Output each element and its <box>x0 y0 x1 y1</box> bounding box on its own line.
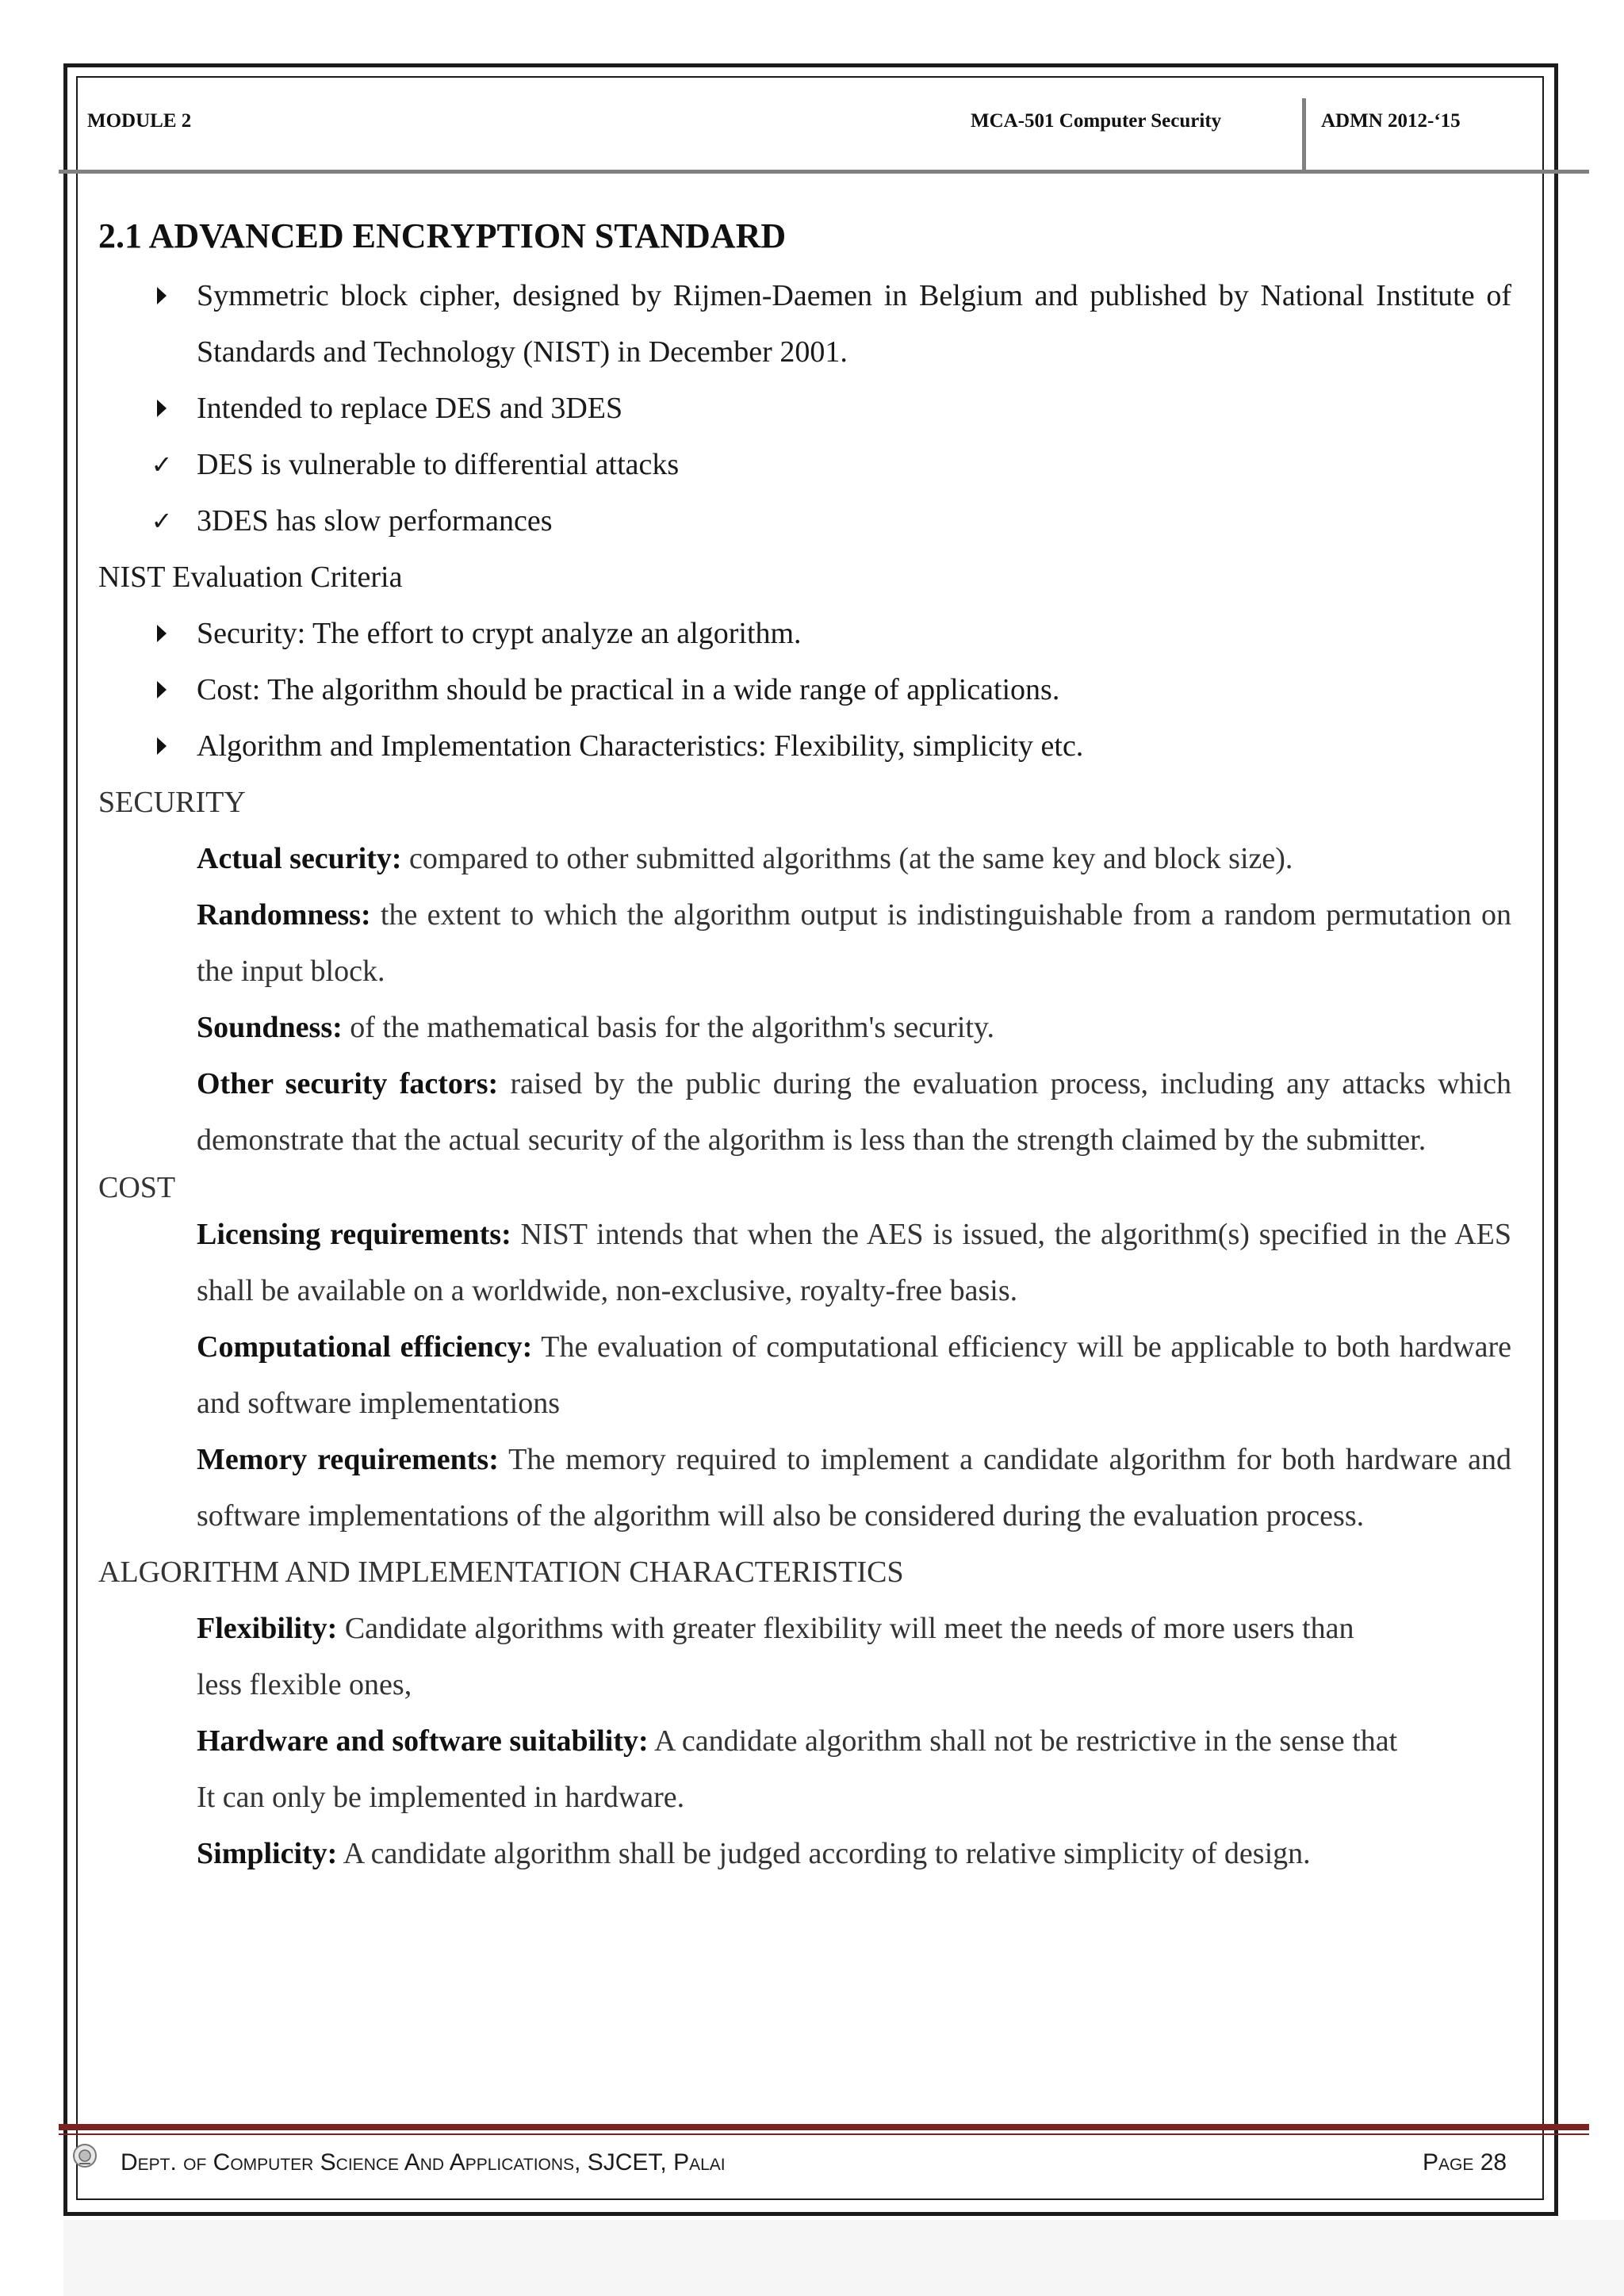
check-item <box>98 437 1511 493</box>
section-heading-security: SECURITY <box>98 786 246 819</box>
triangle-bullet-icon <box>146 381 178 437</box>
definition-item <box>98 1713 1511 1826</box>
footer-page-number: Page 28 <box>1423 2149 1507 2175</box>
bullet-item <box>98 381 1511 437</box>
criteria-heading: NIST Evaluation Criteria <box>98 561 403 594</box>
triangle-bullet-icon <box>146 606 178 662</box>
definition-text-continued: less flexible ones, <box>197 1668 412 1701</box>
bullet-text: Symmetric block cipher, designed by Rijmen-Daemen in Belgium and published by National Institute of Standards and Technology (NIST) in December 2001. <box>197 279 1511 369</box>
triangle-bullet-icon <box>146 718 178 775</box>
header-divider <box>1302 98 1306 171</box>
check-icon: ✓ <box>151 506 173 536</box>
definition-text: of the mathematical basis for the algorithm's security. <box>342 1011 994 1044</box>
definition-item <box>98 1826 1511 1882</box>
definition-item <box>98 831 1511 887</box>
page-title: 2.1 ADVANCED ENCRYPTION STANDARD <box>98 216 787 255</box>
definition-term: Soundness: <box>197 1011 343 1044</box>
footer-rule-thin <box>59 2133 1589 2135</box>
definition-text: Candidate algorithms with greater flexibility will meet the needs of more users than <box>337 1612 1354 1645</box>
definition-text-continued: It can only be implemented in hardware. <box>197 1781 685 1814</box>
definition-term: Other security factors: <box>197 1067 499 1100</box>
footer-rule <box>59 2124 1589 2130</box>
definition-term: Actual security: <box>197 842 402 875</box>
header-course: MCA-501 Computer Security <box>971 110 1222 132</box>
bullet-item <box>98 268 1511 381</box>
definition-item <box>98 1601 1511 1713</box>
definition-text: The memory required to implement a candidate algorithm for both hardware and software implementations of the algorithm will also be considered during the evaluation process. <box>197 1443 1512 1533</box>
definition-item <box>98 1432 1511 1544</box>
header-admission: ADMN 2012-‘15 <box>1321 110 1461 132</box>
criteria-text: Security: The effort to crypt analyze an algorithm. <box>197 617 802 650</box>
section-heading-characteristics: ALGORITHM AND IMPLEMENTATION CHARACTERISTICS <box>98 1556 904 1589</box>
definition-text: compared to other submitted algorithms (at the same key and block size). <box>401 842 1293 875</box>
definition-text: raised by the public during the evaluation process, including any attacks which demonstrate that the actual security of the algorithm is less than the strength claimed by the submitter. <box>197 1067 1512 1157</box>
check-icon: ✓ <box>151 450 173 480</box>
definition-term: Flexibility: <box>197 1612 338 1645</box>
definition-item <box>98 1319 1511 1432</box>
criteria-item <box>98 662 1511 718</box>
criteria-item <box>98 606 1511 662</box>
definition-term: Computational efficiency: <box>197 1330 533 1364</box>
definition-term: Hardware and software suitability: <box>197 1724 649 1758</box>
definition-item <box>98 1000 1511 1056</box>
bullet-text: Intended to replace DES and 3DES <box>197 392 623 425</box>
page-bottom-background <box>63 2220 1624 2296</box>
footer-department: Dept. of Computer Science And Applications, SJCET, Palai <box>121 2149 726 2175</box>
criteria-text: Cost: The algorithm should be practical in a wide range of applications. <box>197 673 1060 706</box>
definition-term: Randomness: <box>197 898 371 932</box>
definition-term: Simplicity: <box>197 1837 338 1870</box>
definition-text: NIST intends that when the AES is issued, the algorithm(s) specified in the AES shall be available on a worldwide, non-exclusive, royalty-free basis. <box>197 1218 1511 1307</box>
definition-text: A candidate algorithm shall not be restrictive in the sense that <box>648 1724 1398 1758</box>
definition-item <box>98 1056 1511 1169</box>
definition-text: the extent to which the algorithm output is indistinguishable from a random permutation on the input block. <box>197 898 1511 988</box>
triangle-bullet-icon <box>146 662 178 718</box>
definition-term: Memory requirements: <box>197 1443 499 1476</box>
definition-item <box>98 1207 1511 1319</box>
definition-term: Licensing requirements: <box>197 1218 511 1251</box>
check-text: DES is vulnerable to differential attacks <box>197 448 680 481</box>
check-item <box>98 493 1511 549</box>
college-logo-icon <box>71 2142 98 2169</box>
check-text: 3DES has slow performances <box>197 504 553 538</box>
criteria-item <box>98 718 1511 775</box>
section-heading-cost: COST <box>98 1171 176 1204</box>
triangle-bullet-icon <box>146 268 178 324</box>
definition-item <box>98 887 1511 1000</box>
definition-text: The evaluation of computational efficiency will be applicable to both hardware and software implementations <box>197 1330 1511 1420</box>
header-rule <box>59 170 1589 174</box>
document-body <box>98 268 1511 1882</box>
definition-text: A candidate algorithm shall be judged according to relative simplicity of design. <box>337 1837 1311 1870</box>
criteria-text: Algorithm and Implementation Characteristics: Flexibility, simplicity etc. <box>197 729 1084 763</box>
header-module: MODULE 2 <box>87 110 192 132</box>
